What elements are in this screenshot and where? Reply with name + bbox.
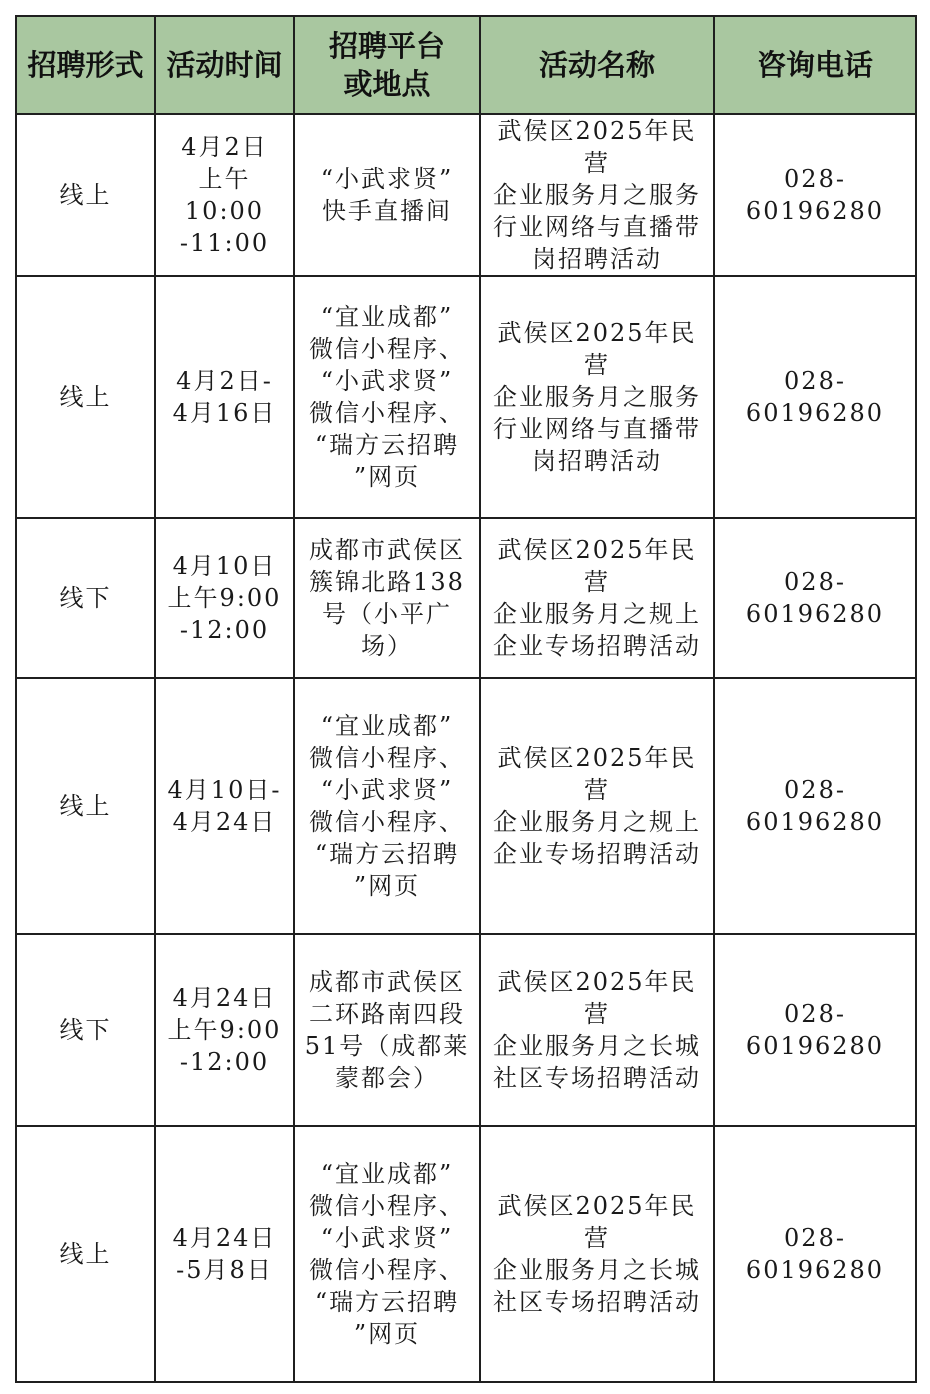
cell-form: 线上 xyxy=(16,678,155,934)
cell-time: 4月24日 上午9:00 -12:00 xyxy=(155,934,294,1126)
table-row xyxy=(16,276,916,518)
table-row xyxy=(16,518,916,678)
cell-activity-name: 武侯区2025年民营 企业服务月之服务 行业网络与直播带 岗招聘活动 xyxy=(480,276,714,518)
cell-form: 线下 xyxy=(16,518,155,678)
cell-phone: 028-60196280 xyxy=(714,114,916,276)
cell-time: 4月2日 上午10:00 -11:00 xyxy=(155,114,294,276)
cell-time: 4月10日- 4月24日 xyxy=(155,678,294,934)
cell-form: 线上 xyxy=(16,114,155,276)
header-activity-time: 活动时间 xyxy=(155,16,294,114)
cell-place: “宜业成都” 微信小程序、 “小武求贤” 微信小程序、 “瑞方云招聘 ”网页 xyxy=(294,276,480,518)
table-row xyxy=(16,114,916,276)
cell-place: “宜业成都” 微信小程序、 “小武求贤” 微信小程序、 “瑞方云招聘 ”网页 xyxy=(294,1126,480,1382)
cell-activity-name: 武侯区2025年民营 企业服务月之长城 社区专场招聘活动 xyxy=(480,934,714,1126)
cell-phone: 028-60196280 xyxy=(714,678,916,934)
header-recruit-form: 招聘形式 xyxy=(16,16,155,114)
cell-form: 线下 xyxy=(16,934,155,1126)
cell-phone: 028-60196280 xyxy=(714,934,916,1126)
header-activity-name: 活动名称 xyxy=(480,16,714,114)
cell-activity-name: 武侯区2025年民营 企业服务月之服务 行业网络与直播带 岗招聘活动 xyxy=(480,114,714,276)
cell-form: 线上 xyxy=(16,1126,155,1382)
table-row xyxy=(16,678,916,934)
cell-place: “小武求贤” 快手直播间 xyxy=(294,114,480,276)
cell-activity-name: 武侯区2025年民营 企业服务月之规上 企业专场招聘活动 xyxy=(480,678,714,934)
cell-phone: 028-60196280 xyxy=(714,1126,916,1382)
recruitment-schedule-table xyxy=(15,15,917,1383)
cell-place: 成都市武侯区 簇锦北路138 号（小平广 场） xyxy=(294,518,480,678)
cell-time: 4月24日 -5月8日 xyxy=(155,1126,294,1382)
cell-activity-name: 武侯区2025年民营 企业服务月之规上 企业专场招聘活动 xyxy=(480,518,714,678)
cell-place: “宜业成都” 微信小程序、 “小武求贤” 微信小程序、 “瑞方云招聘 ”网页 xyxy=(294,678,480,934)
cell-phone: 028-60196280 xyxy=(714,276,916,518)
cell-time: 4月10日 上午9:00 -12:00 xyxy=(155,518,294,678)
table-row xyxy=(16,1126,916,1382)
cell-place: 成都市武侯区 二环路南四段 51号（成都莱 蒙都会） xyxy=(294,934,480,1126)
table-row xyxy=(16,934,916,1126)
cell-form: 线上 xyxy=(16,276,155,518)
header-phone: 咨询电话 xyxy=(714,16,916,114)
cell-phone: 028-60196280 xyxy=(714,518,916,678)
table-header-row xyxy=(16,16,916,114)
cell-time: 4月2日- 4月16日 xyxy=(155,276,294,518)
header-platform-location: 招聘平台 或地点 xyxy=(294,16,480,114)
cell-activity-name: 武侯区2025年民营 企业服务月之长城 社区专场招聘活动 xyxy=(480,1126,714,1382)
